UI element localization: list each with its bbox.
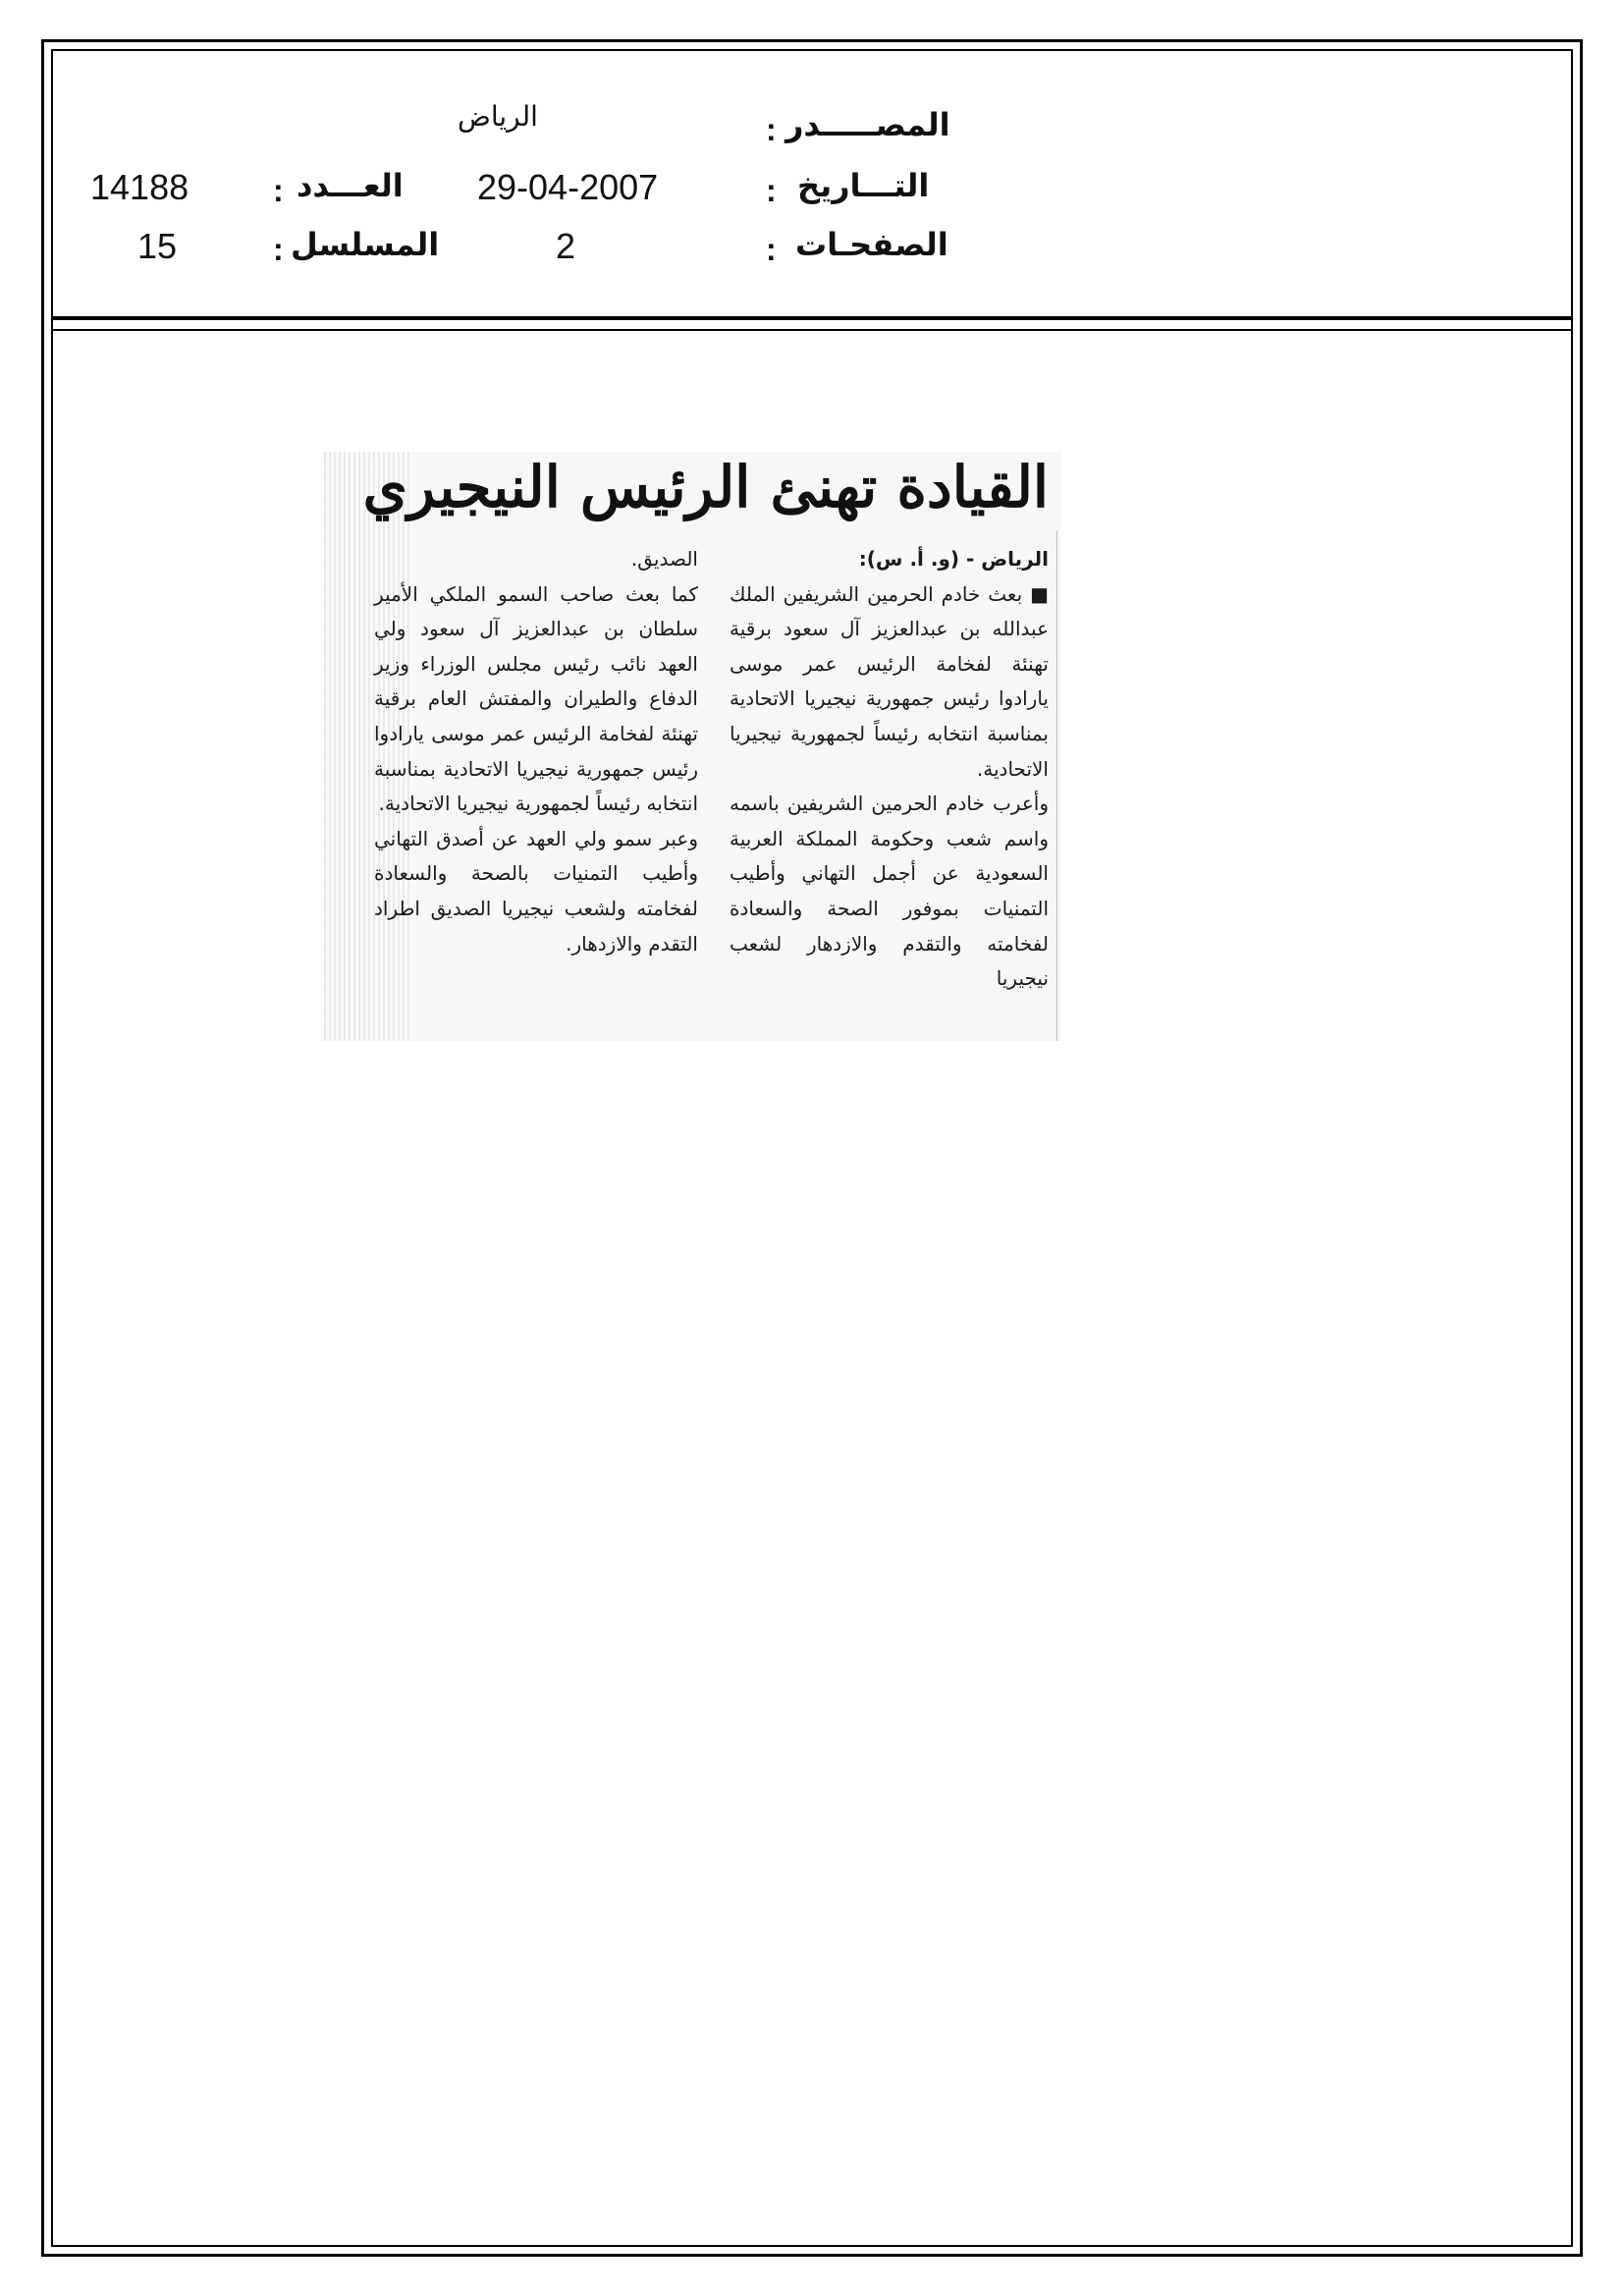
header-divider: [51, 316, 1573, 320]
source-label: المصـــــدر: [785, 106, 950, 143]
issue-colon: :: [273, 173, 284, 208]
article-paragraph: الصديق.: [630, 547, 698, 571]
source-value: الرياض: [458, 100, 538, 133]
source-colon: :: [766, 112, 777, 147]
serial-label: المسلسل: [291, 226, 440, 263]
article-headline: القيادة تهنئ الرئيس النيجيري: [362, 454, 1049, 520]
issue-value: 14188: [90, 167, 189, 207]
article-column-right: [730, 542, 1049, 997]
date-value: 29-04-2007: [477, 167, 659, 207]
date-colon: :: [766, 173, 777, 208]
page-border-inner: [51, 49, 1573, 2247]
article-byline: الرياض - (و. أ. س):: [858, 547, 1049, 571]
header-divider-thin: [51, 329, 1573, 331]
article-paragraph: وأعرب خادم الحرمين الشريفين باسمه واسم شعب وحكومة المملكة العربية السعودية عن أجمل التهاني وأطيب التمنيات بموفور الصحة والسعادة لفخامته والتقدم والازدهار لشعب نيجيريا: [730, 792, 1049, 991]
pages-label: الصفحـات: [795, 226, 948, 263]
issue-label: العـــدد: [297, 167, 404, 204]
date-label: التـــاريخ: [797, 167, 930, 204]
serial-colon: :: [273, 232, 284, 267]
pages-value: 2: [556, 226, 576, 266]
pages-colon: :: [766, 232, 777, 267]
article-column-left: [374, 542, 698, 961]
serial-value: 15: [137, 226, 178, 266]
article-paragraph: وعبر سمو ولي العهد عن أصدق التهاني وأطيب التمنيات بالصحة والسعادة لفخامته ولشعب نيجيريا الصديق اطراد التقدم والازدهار.: [374, 826, 698, 956]
article-paragraph: كما بعث صاحب السمو الملكي الأمير سلطان بن عبدالعزيز آل سعود ولي العهد نائب رئيس مجلس الوزراء وزير الدفاع والطيران والمفتش العام برقية تهنئة لفخامة الرئيس عمر موسى يارادوا رئيس جمهورية نيجيريا الاتحادية بمناسبة انتخابه رئيساً لجمهورية نيجيريا الاتحادية.: [374, 581, 698, 816]
column-separator: [1056, 530, 1057, 1041]
article-paragraph: ■ بعث خادم الحرمين الشريفين الملك عبدالله بن عبدالعزيز آل سعود برقية تهنئة لفخامة الرئيس عمر موسى يارادوا رئيس جمهورية نيجيريا الاتحادية بمناسبة انتخابه رئيساً لجمهورية نيجيريا الاتحادية.: [730, 581, 1049, 781]
